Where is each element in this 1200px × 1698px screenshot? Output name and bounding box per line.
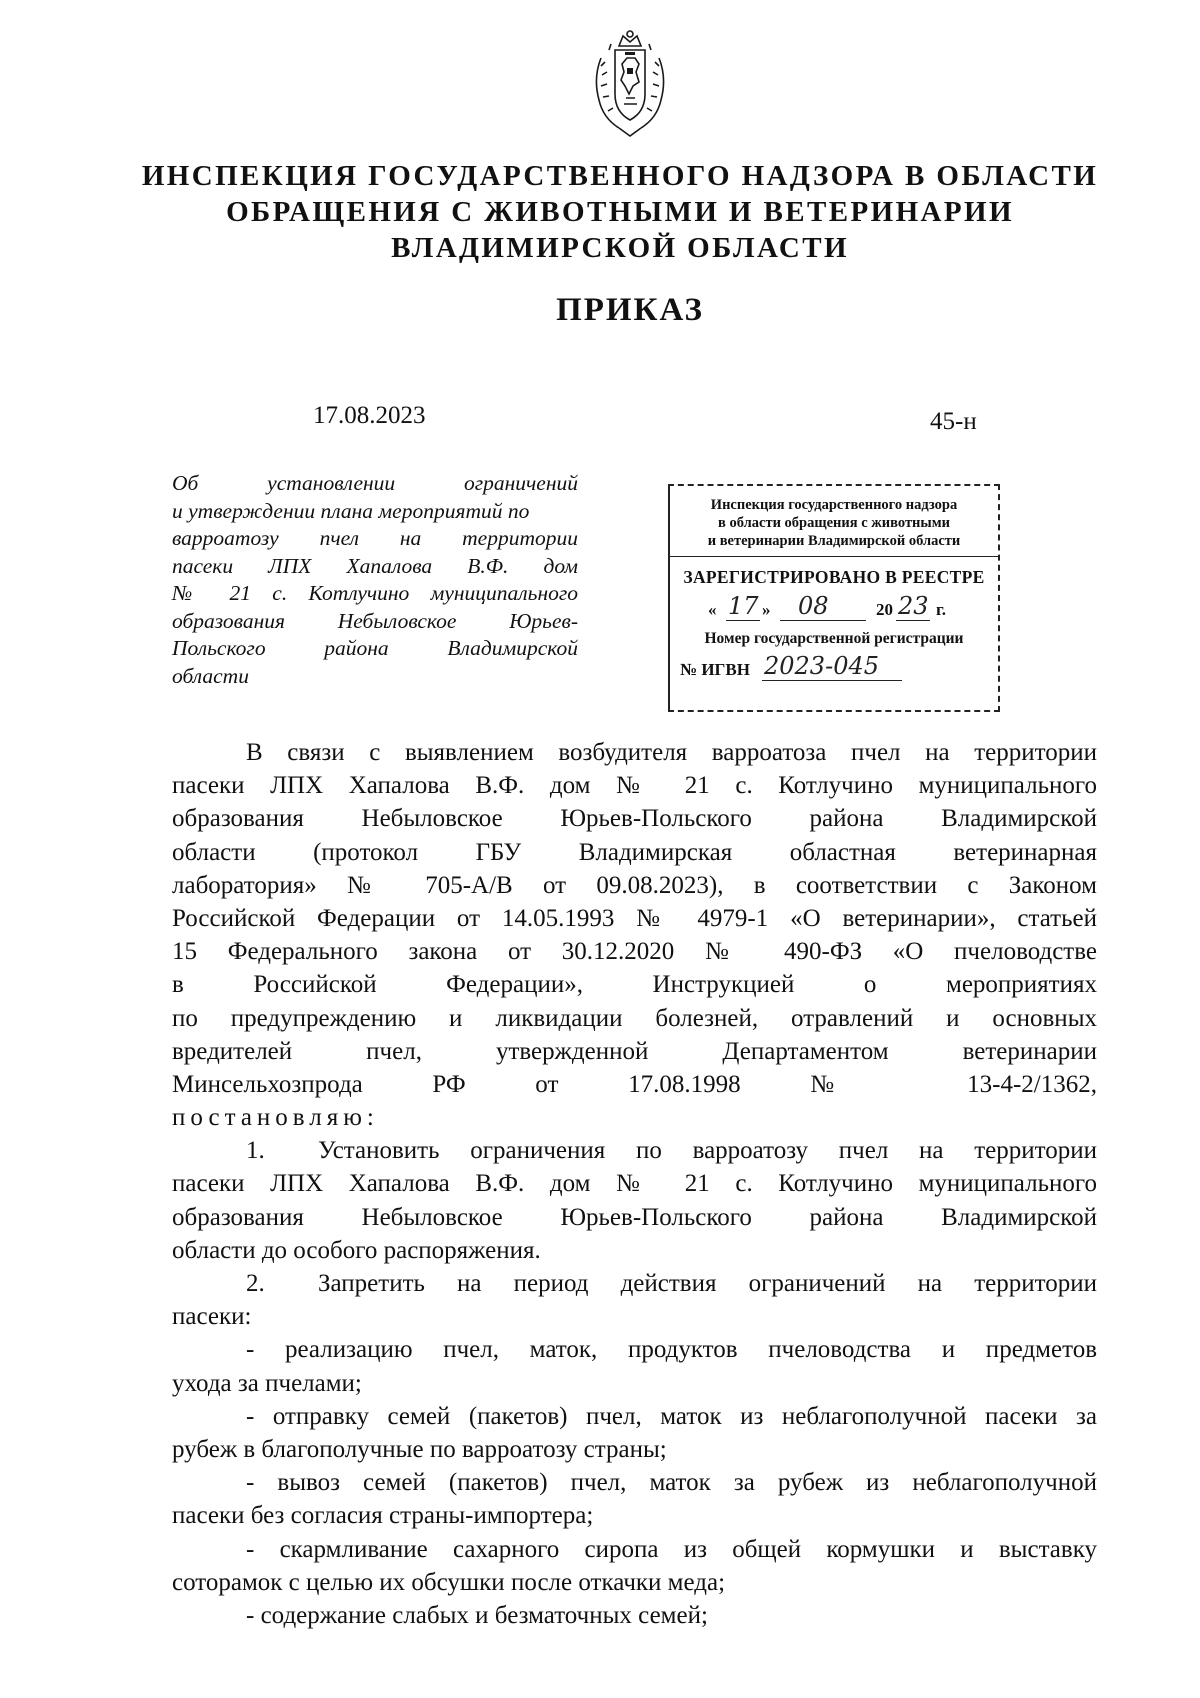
body-line: Минсельхозпрода РФ от 17.08.1998 № 13-4-2/1362, [172, 1070, 1097, 1098]
stamp-org-line-2: в области обращения с животными [718, 515, 950, 531]
org-title-line-2: ОБРАЩЕНИЯ С ЖИВОТНЫМИ И ВЕТЕРИНАРИИ [226, 196, 1014, 228]
subject-line: Польского района Владимирской [172, 636, 578, 660]
body-item-2-line [172, 1267, 1097, 1300]
stamp-regnum-prefix: № ИГВН [680, 660, 750, 679]
stamp-divider [670, 556, 998, 557]
stamp-day-underline [726, 620, 760, 621]
body-line: лаборатория» № 705-А/В от 09.08.2023), в соответствии с Законом [172, 871, 1097, 899]
stamp-date-row [670, 592, 998, 626]
stamp-regnum-row [670, 654, 998, 684]
registration-stamp [668, 484, 1000, 712]
body-line: в Российской Федерации», Инструкцией о мероприятиях [172, 971, 1097, 999]
body-line: по предупреждению и ликвидации болезней, отравлений и основных [172, 1004, 1097, 1032]
stamp-month-underline [780, 620, 866, 621]
body-line: пасеки: [172, 1303, 252, 1331]
body-list-item: - отправку семей (пакетов) пчел, маток из неблагополучной пасеки за [246, 1402, 1097, 1430]
stamp-month-handwritten: 08 [798, 592, 829, 620]
body-line: пасеки ЛПХ Хапалова В.Ф. дом № 21 с. Котлучино муниципального [172, 1170, 1097, 1198]
document-date: 17.08.2023 [313, 402, 426, 429]
document-body [172, 736, 1097, 1632]
stamp-quote-close: » [762, 600, 771, 619]
body-line: пасеки без согласия страны-импортера; [172, 1502, 594, 1530]
stamp-year-unit: г. [936, 600, 947, 619]
subject-line: № 21 с. Котлучино муниципального [172, 581, 578, 605]
stamp-regnum-handwritten: 2023-045 [764, 652, 879, 680]
body-line: пасеки ЛПХ Хапалова В.Ф. дом № 21 с. Котлучино муниципального [172, 772, 1097, 800]
subject-line: области [172, 663, 249, 688]
body-list-item: - вывоз семей (пакетов) пчел, маток за рубеж из неблагополучной [246, 1469, 1097, 1497]
organization-title [120, 158, 1120, 266]
document-type-heading: ПРИКАЗ [556, 292, 704, 328]
stamp-org-line-1: Инспекция государственного надзора [710, 497, 958, 513]
stamp-regnum-label: Номер государственной регистрации [704, 630, 964, 647]
coat-of-arms-emblem [589, 28, 671, 140]
stamp-registered-label: ЗАРЕГИСТРИРОВАНО В РЕЕСТРЕ [683, 567, 985, 587]
body-resolution-word: постановляю: [172, 1104, 379, 1132]
item-1-text: Установить ограничения по варроатозу пчел на территории [318, 1137, 1097, 1165]
org-title-line-1: ИНСПЕКЦИЯ ГОСУДАРСТВЕННОГО НАДЗОРА В ОБЛАСТИ [141, 160, 1099, 192]
stamp-regnum-underline [762, 680, 902, 681]
subject-line: варроатозу пчел на территории [172, 526, 578, 550]
body-list-item: - реализацию пчел, маток, продуктов пчеловодства и предметов [246, 1336, 1097, 1364]
stamp-year-underline [896, 620, 930, 621]
subject-line: пасеки ЛПХ Хапалова В.Ф. дом [172, 553, 578, 578]
body-line: области до особого распоряжения. [172, 1236, 541, 1264]
body-line: вредителей пчел, утвержденной Департаментом ветеринарии [172, 1037, 1097, 1065]
subject-line: и утверждении плана мероприятий по [172, 498, 530, 523]
body-line: образования Небыловское Юрьев-Польского района Владимирской [172, 805, 1097, 833]
stamp-quote-open: « [708, 600, 717, 619]
body-list-item: - скармливание сахарного сиропа из общей кормушки и выставку [246, 1535, 1097, 1563]
document-subject [172, 470, 578, 690]
body-line: соторамок с целью их обсушки после откачки меда; [172, 1568, 726, 1596]
stamp-year-prefix: 20 [876, 600, 893, 619]
org-title-line-3: ВЛАДИМИРСКОЙ ОБЛАСТИ [391, 232, 849, 264]
body-line: образования Небыловское Юрьев-Польского района Владимирской [172, 1203, 1097, 1231]
body-line: области (протокол ГБУ Владимирская областная ветеринарная [172, 838, 1097, 866]
stamp-day-handwritten: 17 [728, 592, 759, 620]
body-line: Российской Федерации от 14.05.1993 № 4979-1 «О ветеринарии», статьей [172, 904, 1097, 932]
document-number: 45-н [930, 408, 977, 435]
item-2-number: 2. [246, 1270, 265, 1297]
body-line: ухода за пчелами; [172, 1369, 362, 1397]
subject-line: образования Небыловское Юрьев- [172, 608, 578, 633]
body-list-item: - содержание слабых и безматочных семей; [246, 1601, 708, 1629]
item-2-text: Запретить на период действия ограничений на территории [318, 1270, 1097, 1297]
stamp-org-line-3: и ветеринарии Владимирской области [707, 533, 961, 549]
stamp-organization [670, 496, 998, 550]
body-item-1-line [172, 1134, 1097, 1167]
subject-line: Об установлении ограничений [172, 471, 578, 495]
body-line: рубеж в благополучные по варроатозу страны; [172, 1435, 667, 1463]
item-1-number: 1. [246, 1137, 265, 1165]
body-line: В связи с выявлением возбудителя варроатоза пчел на территории [246, 739, 1097, 766]
stamp-year-handwritten: 23 [898, 592, 929, 620]
body-line: 15 Федерального закона от 30.12.2020 № 490-ФЗ «О пчеловодстве [172, 938, 1097, 966]
